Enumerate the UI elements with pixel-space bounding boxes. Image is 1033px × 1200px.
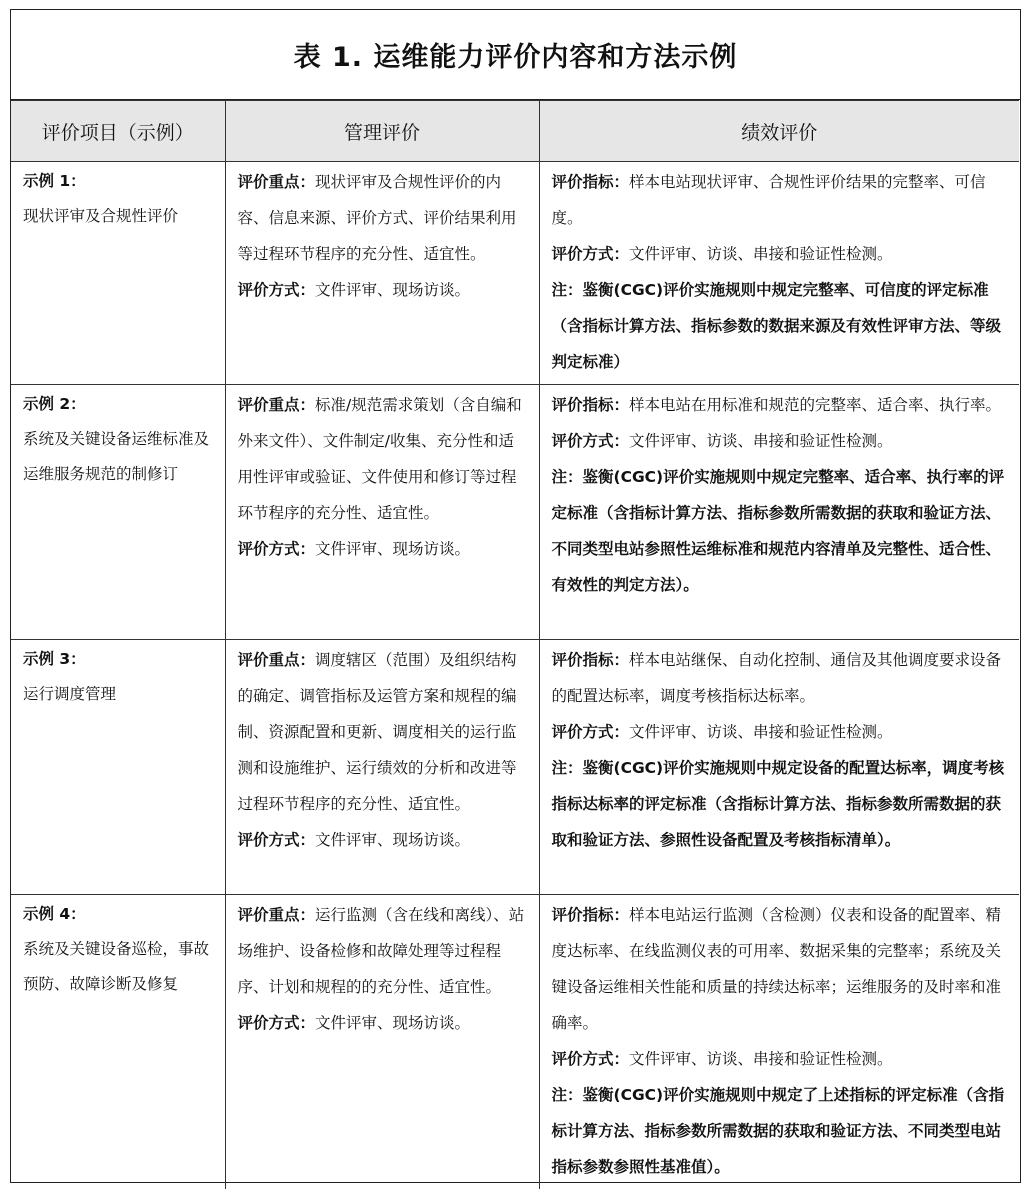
mgmt-key: 评价方式： xyxy=(237,281,316,299)
management-cell xyxy=(225,385,539,640)
item-cell xyxy=(11,162,225,385)
perf-value: 样本电站现状评审、合规性评价结果的完整率、可信度。 xyxy=(551,173,986,227)
perf-value: 文件评审、访谈、串接和验证性检测。 xyxy=(629,245,893,263)
mgmt-key: 评价方式： xyxy=(237,1014,316,1032)
performance-cell xyxy=(539,385,1019,640)
table-row xyxy=(11,640,1019,895)
item-cell xyxy=(11,385,225,640)
mgmt-value: 调度辖区（范围）及组织结构的确定、调管指标及运管方案和规程的编制、资源配置和更新、调度相关的运行监测和设施维护、运行绩效的分析和改进等过程环节程序的充分性、适宜性。 xyxy=(237,651,517,813)
perf-key: 评价指标： xyxy=(551,396,630,414)
item-cell xyxy=(11,640,225,895)
perf-note: 注：鉴衡(CGC)评价实施规则中规定完整率、适合率、执行率的评定标准（含指标计算方法、指标参数所需数据的获取和验证方法、不同类型电站参照性运维标准和规范内容清单及完整性、适合性、有效性的判定方法）。 xyxy=(551,468,1005,594)
perf-key: 评价指标： xyxy=(551,173,630,191)
item-text: 系统及关键设备运维标准及运维服务规范的制修订 xyxy=(23,430,210,483)
table-row xyxy=(11,895,1019,1190)
perf-value: 样本电站运行监测（含检测）仪表和设备的配置率、精度达标率、在线监测仪表的可用率、数据采集的完整率；系统及关键设备运维相关性能和质量的持续达标率；运维服务的及时率和准确率。 xyxy=(551,906,1002,1032)
perf-note: 注：鉴衡(CGC)评价实施规则中规定完整率、可信度的评定标准（含指标计算方法、指标参数的数据来源及有效性评审方法、等级判定标准） xyxy=(551,281,1002,371)
perf-value: 样本电站在用标准和规范的完整率、适合率、执行率。 xyxy=(629,396,1002,414)
mgmt-key: 评价重点： xyxy=(237,651,316,669)
header-performance: 绩效评价 xyxy=(539,101,1019,162)
perf-key: 评价方式： xyxy=(551,245,630,263)
item-label: 示例 2： xyxy=(23,395,86,413)
mgmt-key: 评价重点： xyxy=(237,173,316,191)
item-label: 示例 1： xyxy=(23,172,86,190)
table-row xyxy=(11,385,1019,640)
management-cell xyxy=(225,640,539,895)
header-management: 管理评价 xyxy=(225,101,539,162)
perf-key: 评价指标： xyxy=(551,906,630,924)
perf-key: 评价指标： xyxy=(551,651,630,669)
mgmt-key: 评价方式： xyxy=(237,540,316,558)
item-text: 运行调度管理 xyxy=(23,685,117,703)
perf-value: 文件评审、访谈、串接和验证性检测。 xyxy=(629,1050,893,1068)
performance-cell xyxy=(539,640,1019,895)
perf-note: 注：鉴衡(CGC)评价实施规则中规定了上述指标的评定标准（含指标计算方法、指标参数所需数据的获取和验证方法、不同类型电站指标参数参照性基准值）。 xyxy=(551,1086,1005,1176)
perf-key: 评价方式： xyxy=(551,1050,630,1068)
item-text: 现状评审及合规性评价 xyxy=(23,207,179,225)
management-cell xyxy=(225,895,539,1190)
mgmt-key: 评价重点： xyxy=(237,396,316,414)
perf-value: 文件评审、访谈、串接和验证性检测。 xyxy=(629,432,893,450)
mgmt-value: 文件评审、现场访谈。 xyxy=(315,1014,471,1032)
performance-cell xyxy=(539,162,1019,385)
item-label: 示例 3： xyxy=(23,650,86,668)
perf-key: 评价方式： xyxy=(551,432,630,450)
mgmt-value: 文件评审、现场访谈。 xyxy=(315,281,471,299)
header-item: 评价项目（示例） xyxy=(11,101,225,162)
item-text: 系统及关键设备巡检，事故预防、故障诊断及修复 xyxy=(23,940,210,993)
table-frame xyxy=(10,9,1021,1183)
mgmt-key: 评价重点： xyxy=(237,906,316,924)
perf-value: 样本电站继保、自动化控制、通信及其他调度要求设备的配置达标率，调度考核指标达标率。 xyxy=(551,651,1002,705)
perf-note: 注：鉴衡(CGC)评价实施规则中规定设备的配置达标率，调度考核指标达标率的评定标准（含指标计算方法、指标参数所需数据的获取和验证方法、参照性设备配置及考核指标清单）。 xyxy=(551,759,1005,849)
header-row xyxy=(11,101,1019,162)
mgmt-value: 运行监测（含在线和离线）、站场维护、设备检修和故障处理等过程程序、计划和规程的的充分性、适宜性。 xyxy=(237,906,525,996)
evaluation-table xyxy=(11,100,1019,1189)
mgmt-value: 现状评审及合规性评价的内容、信息来源、评价方式、评价结果利用等过程环节程序的充分性、适宜性。 xyxy=(237,173,517,263)
table-row xyxy=(11,162,1019,385)
mgmt-key: 评价方式： xyxy=(237,831,316,849)
mgmt-value: 文件评审、现场访谈。 xyxy=(315,540,471,558)
performance-cell xyxy=(539,895,1019,1190)
item-cell xyxy=(11,895,225,1190)
mgmt-value: 标准/规范需求策划（含自编和外来文件）、文件制定/收集、充分性和适用性评审或验证、文件使用和修订等过程环节程序的充分性、适宜性。 xyxy=(237,396,522,522)
perf-key: 评价方式： xyxy=(551,723,630,741)
management-cell xyxy=(225,162,539,385)
perf-value: 文件评审、访谈、串接和验证性检测。 xyxy=(629,723,893,741)
title-box xyxy=(11,10,1020,100)
item-label: 示例 4： xyxy=(23,905,86,923)
mgmt-value: 文件评审、现场访谈。 xyxy=(315,831,471,849)
table-title: 表 1. 运维能力评价内容和方法示例 xyxy=(293,42,738,73)
